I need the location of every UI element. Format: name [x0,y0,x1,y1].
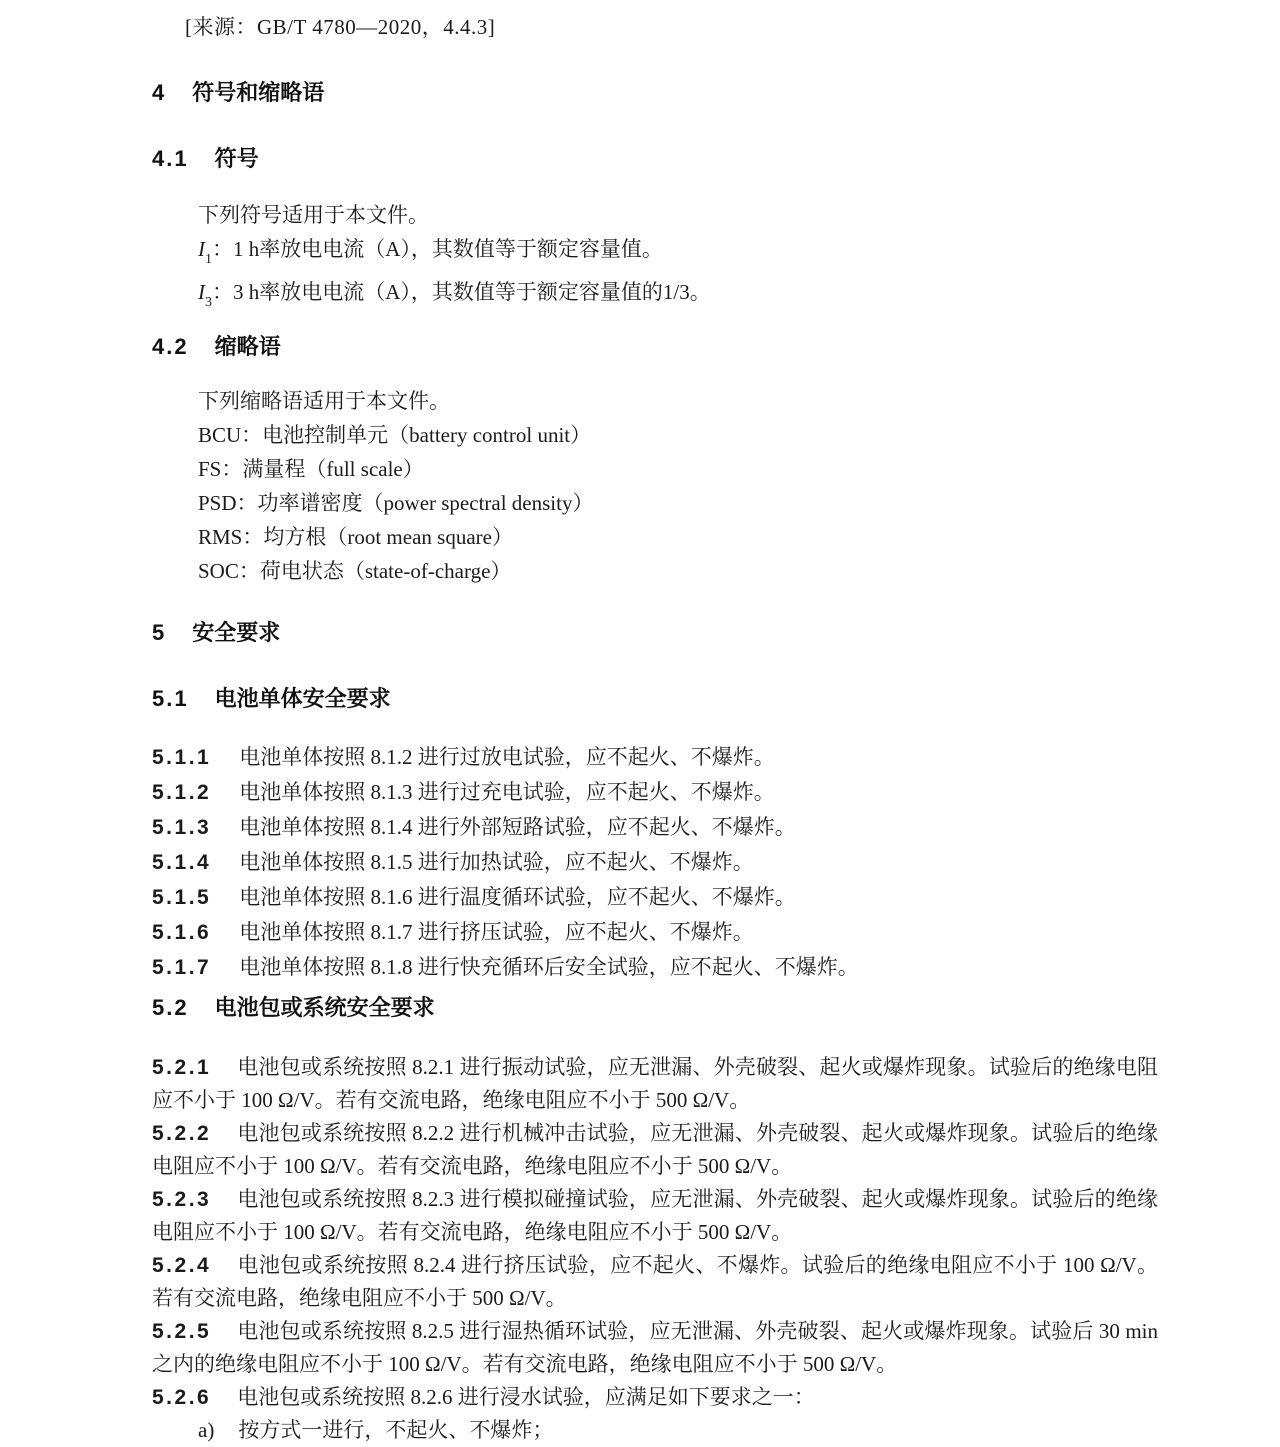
clause-text: 电池包或系统按照 8.2.5 进行湿热循环试验，应无泄漏、外壳破裂、起火或爆炸现象。试验后 30 min 之内的绝缘电阻应不小于 100 Ω/V。若有交流电路，绝缘电阻应不小于 500 Ω/V。 [152,1319,1158,1377]
symbol-description: ：3 h率放电电流（A），其数值等于额定容量值的1/3。 [212,280,711,305]
clause-text: 电池单体按照 8.1.5 进行加热试验，应不起火、不爆炸。 [239,850,754,875]
section-title: 符号 [214,146,259,171]
section-title: 电池单体安全要求 [214,686,391,712]
pack-safety-clause-list [152,1051,1158,1447]
clause-text: 电池单体按照 8.1.3 进行过充电试验，应不起火、不爆炸。 [239,780,775,805]
list-marker: a) [198,1418,215,1443]
section-title: 符号和缩略语 [192,80,325,105]
symbol-base: I [198,280,205,305]
clause-text: 电池包或系统按照 8.2.6 进行浸水试验，应满足如下要求之一： [237,1385,815,1410]
section-number: 5.1 [152,686,189,712]
clause-5-2-1 [152,1051,1158,1117]
section-title: 安全要求 [192,620,281,646]
section-number: 4.1 [152,146,189,171]
section-4-heading [152,80,1158,106]
abbreviation-item-rms: RMS：均方根（root mean square） [198,525,513,550]
clause-number: 5.1.7 [152,956,212,980]
clause-text: 电池包或系统按照 8.2.4 进行挤压试验，应不起火、不爆炸。试验后的绝缘电阻应不小于 100 Ω/V。若有交流电路，绝缘电阻应不小于 500 Ω/V。 [152,1253,1158,1311]
clause-text: 电池单体按照 8.1.8 进行快充循环后安全试验，应不起火、不爆炸。 [239,955,859,980]
clause-5-2-3 [152,1183,1158,1249]
clause-number: 5.2.2 [152,1122,212,1146]
clause-5-1-7 [152,950,1158,985]
symbols-intro-text: 下列符号适用于本文件。 [198,203,429,227]
clause-5-1-2 [152,775,1158,810]
symbol-definition-i1 [152,232,1158,275]
clause-5-2-5 [152,1315,1158,1381]
section-title: 电池包或系统安全要求 [214,995,435,1021]
section-5-2-heading [152,995,1158,1021]
clause-text: 电池包或系统按照 8.2.2 进行机械冲击试验，应无泄漏、外壳破裂、起火或爆炸现象。试验后的绝缘电阻应不小于 100 Ω/V。若有交流电路，绝缘电阻应不小于 500 Ω/V。 [152,1121,1158,1179]
clause-number: 5.2.5 [152,1320,212,1344]
clause-5-1-4 [152,845,1158,880]
section-5-heading [152,620,1158,646]
source-reference: [来源：GB/T 4780—2020，4.4.3] [185,15,496,39]
clause-5-1-5 [152,880,1158,915]
section-title: 缩略语 [214,334,281,360]
section-number: 5 [152,620,167,646]
clause-5-2-6 [152,1381,1158,1414]
clause-number: 5.1.2 [152,781,212,805]
clause-text: 电池包或系统按照 8.2.1 进行振动试验，应无泄漏、外壳破裂、起火或爆炸现象。试验后的绝缘电阻应不小于 100 Ω/V。若有交流电路，绝缘电阻应不小于 500 Ω/V。 [152,1055,1158,1113]
section-5-1-heading [152,686,1158,712]
symbol-description: ：1 h率放电电流（A），其数值等于额定容量值。 [212,237,663,261]
section-number: 5.2 [152,995,189,1021]
symbol-definition-i3 [152,275,1158,318]
symbol-subscript: 1 [205,252,212,268]
section-number: 4.2 [152,334,189,360]
clause-5-1-3 [152,810,1158,845]
list-text: 按方式一进行，不起火、不爆炸； [238,1418,554,1443]
clause-5-1-1 [152,740,1158,775]
clause-number: 5.2.3 [152,1188,212,1212]
clause-text: 电池单体按照 8.1.2 进行过放电试验，应不起火、不爆炸。 [239,745,775,770]
clause-number: 5.1.3 [152,816,212,840]
clause-number: 5.1.1 [152,746,212,770]
clause-number: 5.2.1 [152,1056,212,1080]
clause-5-2-2 [152,1117,1158,1183]
clause-text: 电池单体按照 8.1.7 进行挤压试验，应不起火、不爆炸。 [239,920,754,945]
section-number: 4 [152,80,167,105]
clause-number: 5.1.5 [152,886,212,910]
abbreviation-item-soc: SOC：荷电状态（state-of-charge） [198,559,512,584]
symbol-base: I [198,237,205,261]
clause-number: 5.1.6 [152,921,212,945]
abbreviation-item-psd: PSD：功率谱密度（power spectral density） [198,491,594,516]
section-4-1-heading [152,146,1158,172]
clause-number: 5.2.4 [152,1254,212,1278]
abbreviation-item-fs: FS：满量程（full scale） [198,457,424,482]
abbreviations-intro-text: 下列缩略语适用于本文件。 [198,389,450,414]
clause-5-2-4 [152,1249,1158,1315]
clause-text: 电池单体按照 8.1.6 进行温度循环试验，应不起火、不爆炸。 [239,885,796,910]
abbreviation-item-bcu: BCU：电池控制单元（battery control unit） [198,423,592,448]
clause-text: 电池单体按照 8.1.4 进行外部短路试验，应不起火、不爆炸。 [239,815,796,840]
clause-5-1-6 [152,915,1158,950]
clause-text: 电池包或系统按照 8.2.3 进行模拟碰撞试验，应无泄漏、外壳破裂、起火或爆炸现象。试验后的绝缘电阻应不小于 100 Ω/V。若有交流电路，绝缘电阻应不小于 500 Ω/V。 [152,1187,1158,1245]
cell-safety-clause-list [152,740,1158,985]
symbol-subscript: 3 [205,295,212,311]
clause-number: 5.1.4 [152,851,212,875]
list-item-a [152,1414,1158,1447]
section-4-2-heading [152,334,1158,360]
clause-number: 5.2.6 [152,1386,212,1410]
